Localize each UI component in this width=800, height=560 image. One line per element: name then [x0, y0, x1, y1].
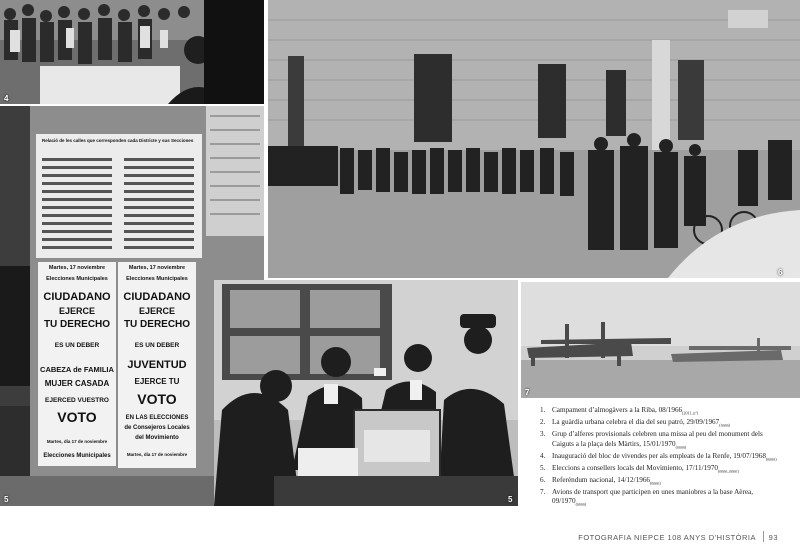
caption-number: 4.: [540, 451, 546, 460]
caption-item: [540, 452, 780, 464]
poster-left-l9: Martes, día 17 de noviembre: [46, 439, 108, 444]
footer-separator: [763, 531, 764, 542]
caption-number: 1.: [540, 406, 546, 414]
poster-left-title: Elecciones Municipales: [46, 276, 108, 282]
caption-text: Grup d’alferes provisionals celebren una missa al peu del monument dels Caiguts a la plaça dels Màrtirs, 15/01/1970: [552, 430, 763, 448]
page-footer: [0, 527, 800, 547]
photo-number: 5: [4, 495, 9, 504]
caption-number: 6.: [540, 475, 546, 484]
poster-right-l4: ES UN DEBER: [134, 342, 180, 349]
photo-crowd: [0, 0, 264, 104]
aircraft-scene: [521, 282, 800, 398]
poster-list-header: Relació de les calles que corresponden cada Districte y sus Secciones: [42, 138, 194, 143]
caption-number: 2.: [540, 418, 546, 427]
caption-number: 7.: [540, 487, 546, 496]
poster-left-l5: CABEZA de FAMILIA: [40, 365, 114, 374]
photo-number: 7: [525, 388, 530, 397]
caption-number: 3.: [540, 430, 546, 439]
queue-scene: [268, 0, 800, 278]
caption-code: (nnnn): [765, 456, 777, 462]
caption-code: (nnnn_nnnn): [718, 468, 739, 474]
poster-right-l2: EJERCE: [138, 306, 176, 316]
caption-text: Campament d’almogàvers a la Riba, 08/1966: [552, 406, 683, 414]
poster-left-l1: CIUDADANO: [43, 291, 111, 303]
voting-scene: [214, 280, 518, 506]
caption-item: [540, 488, 780, 510]
poster-left-l10: Elecciones Municipales: [43, 453, 111, 459]
caption-text: Inauguració del bloc de vivendes per als empleats de la Renfe, 19/07/1968: [552, 451, 766, 460]
caption-item: [540, 430, 780, 452]
caption-code: (2011_n°): [682, 410, 699, 416]
photo-queue: [268, 0, 800, 278]
caption-list: [540, 406, 780, 509]
poster-right-l8: EN LAS ELECCIONES: [125, 415, 189, 421]
caption-code: (nnnn): [719, 422, 730, 428]
poster-left-date: Martes, 17 noviembre: [48, 265, 106, 271]
poster-left-l6: MUJER CASADA: [44, 379, 110, 388]
photo-voting: [214, 280, 518, 506]
poster-left-l7: EJERCED VUESTRO: [45, 397, 109, 404]
photo-number: 6: [778, 268, 783, 277]
caption-item: [540, 464, 780, 476]
poster-left-l4: ES UN DEBER: [54, 342, 100, 349]
poster-right-l6: EJERCE TU: [134, 377, 180, 386]
poster-right-l5: JUVENTUD: [127, 359, 187, 371]
caption-code: (nnnn): [575, 501, 587, 507]
caption-item: [540, 406, 780, 418]
caption-text: Eleccions a consellers locals del Movimiento, 17/11/1970: [552, 463, 719, 472]
poster-right-l11: Martes, día 17 de noviembre: [126, 452, 188, 457]
poster-left-l3: TU DERECHO: [43, 319, 111, 330]
caption-text: La guàrdia urbana celebra el dia del seu patró, 29/09/1967: [552, 418, 720, 427]
page-number: 93: [768, 533, 778, 542]
poster-right-l1: CIUDADANO: [123, 291, 191, 303]
photo-aircraft: [521, 282, 800, 398]
caption-item: [540, 418, 780, 430]
crowd-scene: [0, 0, 264, 104]
photo-number: 4: [4, 94, 9, 103]
poster-right-l7: VOTO: [137, 391, 177, 407]
poster-left-l8: VOTO: [57, 409, 97, 425]
caption-number: 5.: [540, 463, 546, 472]
caption-text: Avions de transport que participen en unes maniobres a la base Aèrea, 09/1970: [552, 487, 754, 506]
poster-left-l2: EJERCE: [58, 306, 96, 316]
footer-title: FOTOGRAFIA NIEPCE 108 ANYS D'HISTÒRIA: [578, 533, 756, 542]
poster-right-title: Elecciones Municipales: [126, 276, 188, 282]
poster-right-l3: TU DERECHO: [123, 319, 191, 330]
caption-text: Referèndum nacional, 14/12/1966: [552, 475, 651, 484]
caption-code: (nnnn): [650, 480, 661, 486]
poster-right-l9: de Consejeros Locales: [124, 425, 190, 431]
caption-code: (nnnn): [675, 444, 687, 450]
poster-right-date: Martes, 17 noviembre: [128, 265, 186, 271]
photo-number: 5: [508, 495, 513, 504]
caption-item: [540, 476, 780, 488]
poster-right-l10: del Movimiento: [135, 435, 179, 441]
